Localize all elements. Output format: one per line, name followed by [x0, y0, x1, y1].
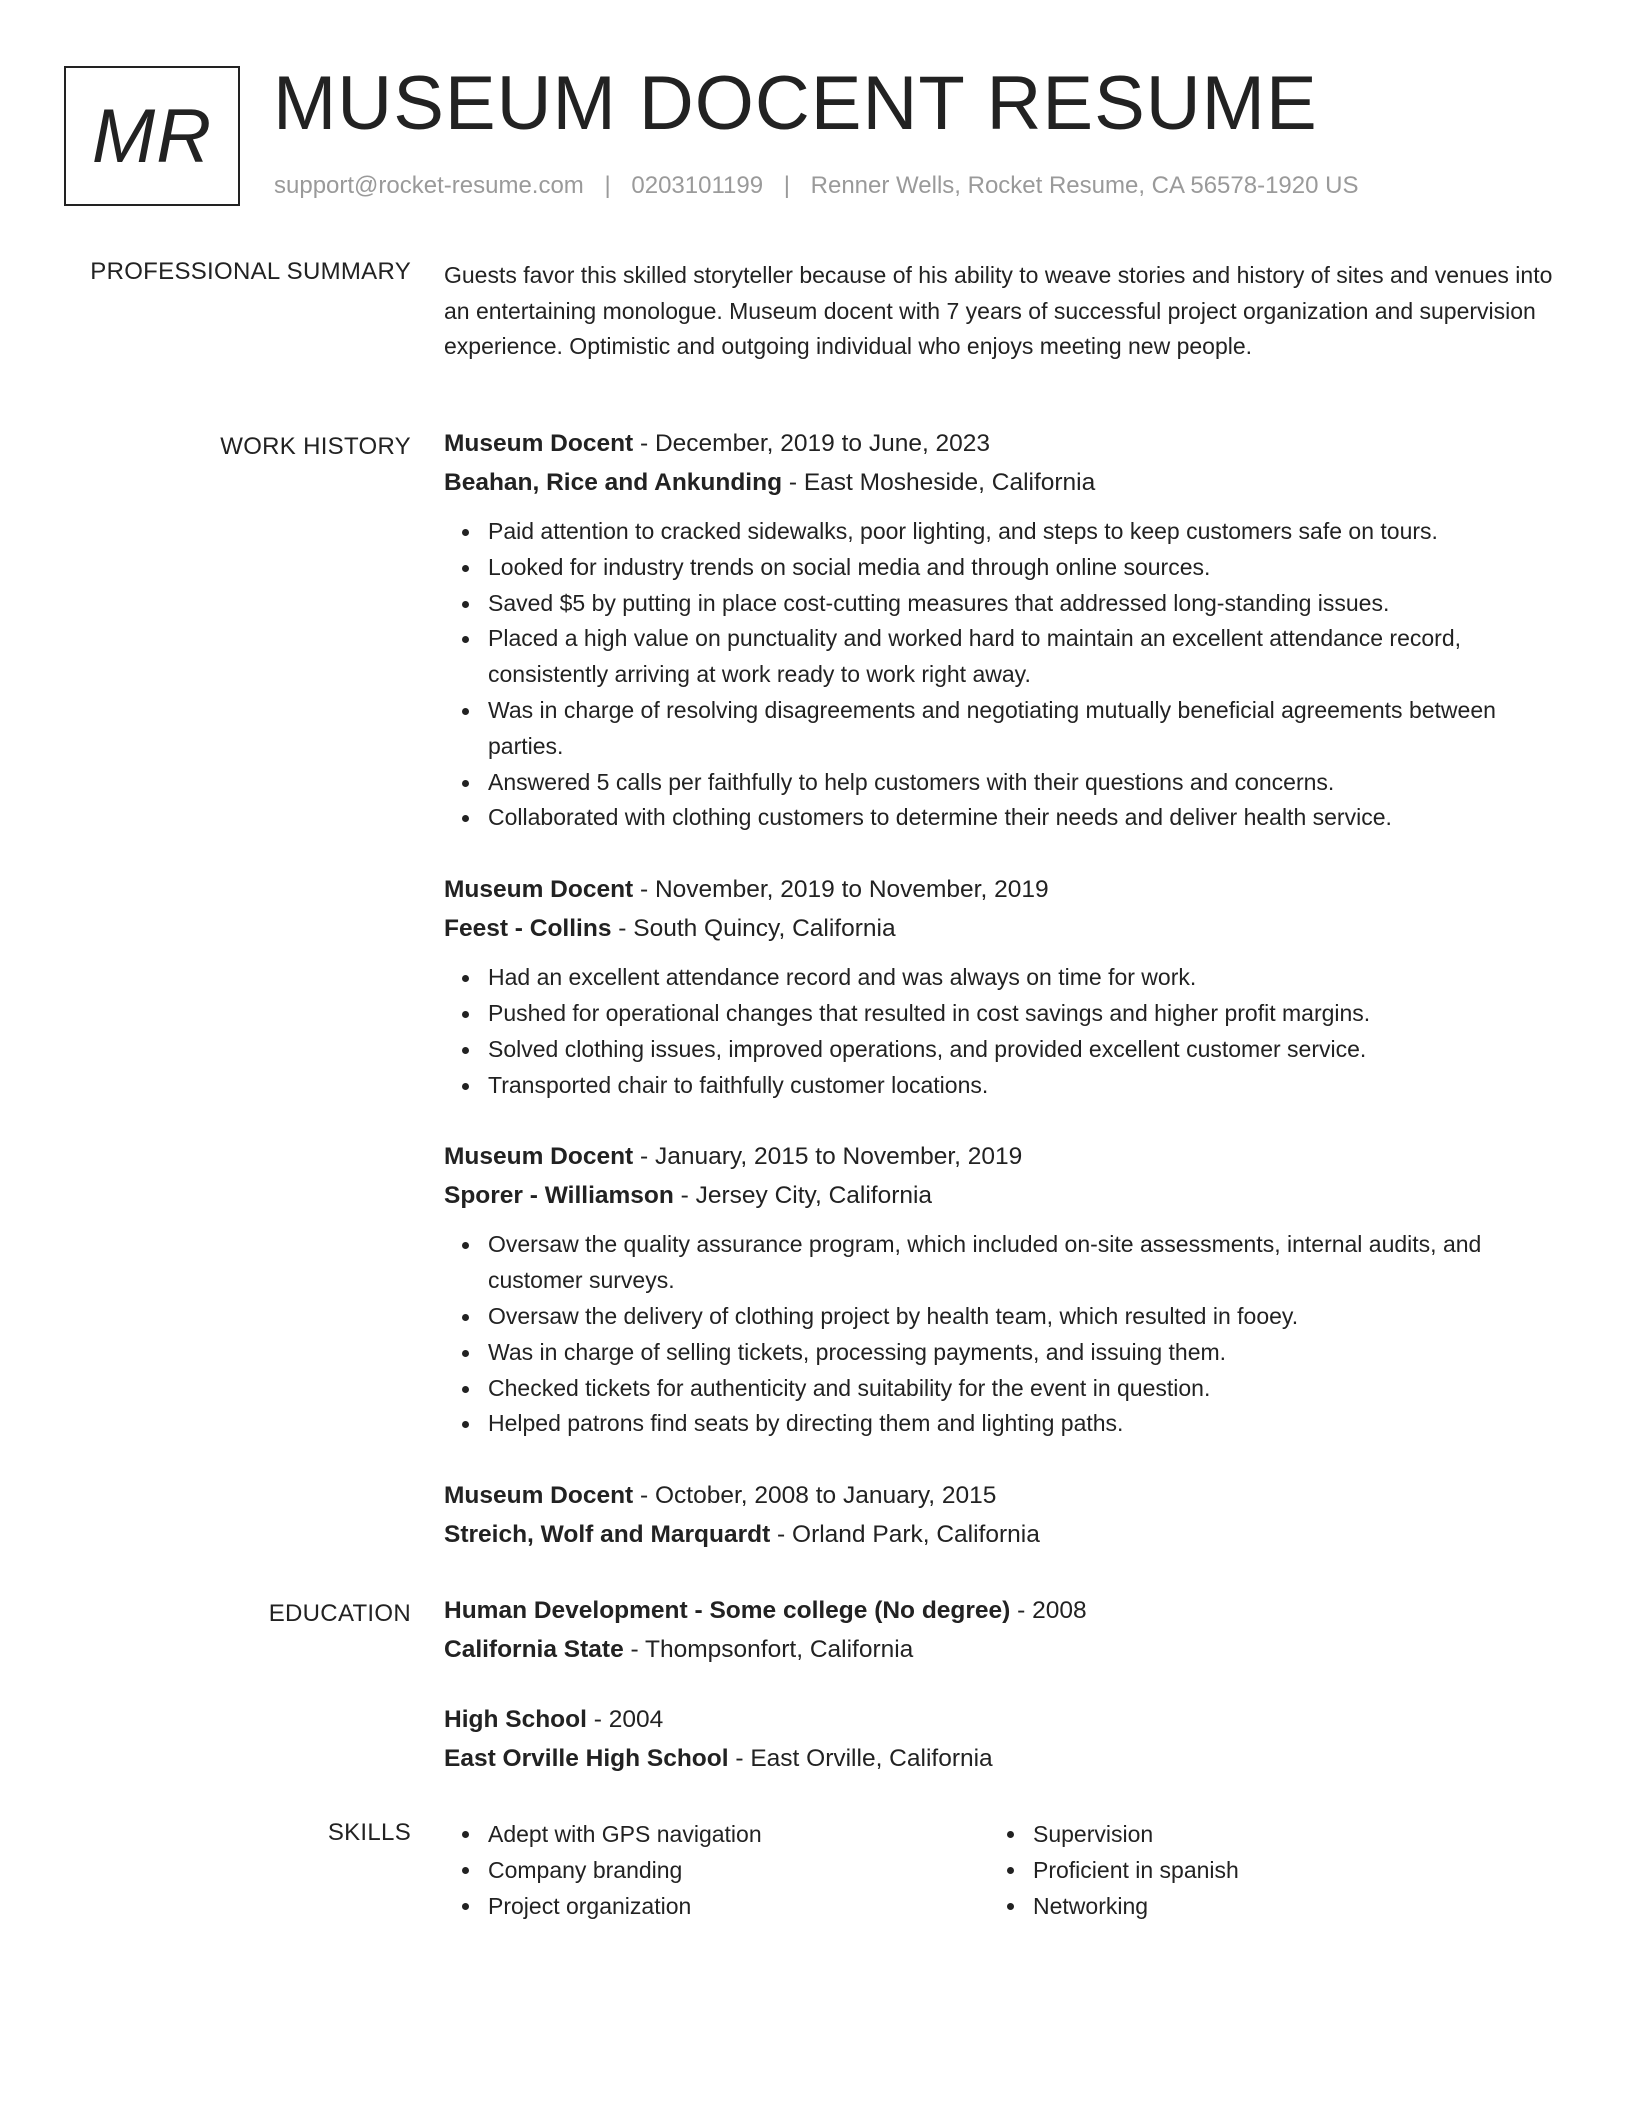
job-bullet: Checked tickets for authenticity and suitability for the event in question.: [488, 1371, 1554, 1407]
job-company-line: [444, 463, 1554, 502]
job-bullet: Placed a high value on punctuality and worked hard to maintain an excellent attendance record, consistently arriving at work ready to work right away.: [488, 621, 1554, 693]
job-entry: [444, 1476, 1554, 1554]
job-bullet: Collaborated with clothing customers to determine their needs and deliver health service.: [488, 800, 1554, 836]
section-label-work-history: WORK HISTORY: [220, 433, 411, 460]
skills-column-right: [989, 1816, 1534, 1924]
skill-item: Supervision: [1033, 1816, 1534, 1852]
job-title: Museum Docent: [444, 430, 634, 457]
work-history-list: [444, 424, 1554, 1588]
education-entry: [444, 1700, 1554, 1778]
job-company: Beahan, Rice and Ankunding: [444, 469, 783, 496]
education-year: - 2008: [1010, 1597, 1087, 1624]
job-company: Sporer - Williamson: [444, 1182, 674, 1210]
job-company: Feest - Collins: [444, 915, 612, 943]
job-title-line: [444, 424, 1554, 463]
contact-email: support@rocket-resume.com: [274, 172, 584, 199]
skill-item: Proficient in spanish: [1033, 1852, 1534, 1888]
job-bullet: Saved $5 by putting in place cost-cutting measures that addressed long-standing issues.: [488, 586, 1554, 622]
education-school: California State: [444, 1636, 624, 1663]
skills-grid: [444, 1816, 1554, 1924]
job-bullets: [444, 1227, 1554, 1442]
monogram-box: [64, 66, 240, 206]
section-label-skills: SKILLS: [327, 1819, 411, 1846]
job-company-line: [444, 1515, 1554, 1554]
resume-title: MUSEUM DOCENT RESUME: [273, 61, 1318, 146]
job-entry: [444, 870, 1554, 1103]
job-bullet: Looked for industry trends on social media and through online sources.: [488, 550, 1554, 586]
job-bullet: Was in charge of selling tickets, processing payments, and issuing them.: [488, 1335, 1554, 1371]
skill-item: Project organization: [488, 1888, 989, 1924]
job-dates: - December, 2019 to June, 2023: [633, 430, 991, 457]
job-entry: [444, 1137, 1554, 1442]
job-title-line: [444, 1476, 1554, 1515]
job-dates: - November, 2019 to November, 2019: [633, 876, 1049, 904]
job-bullet: Pushed for operational changes that resulted in cost savings and higher profit margins.: [488, 996, 1554, 1032]
job-company-line: [444, 909, 1554, 948]
job-dates: - October, 2008 to January, 2015: [633, 1482, 997, 1510]
job-location: - Jersey City, California: [673, 1182, 933, 1210]
job-bullet: Had an excellent attendance record and was always on time for work.: [488, 960, 1554, 996]
job-bullet: Paid attention to cracked sidewalks, poor lighting, and steps to keep customers safe on tours.: [488, 514, 1554, 550]
education-location: - Thompsonfort, California: [623, 1636, 914, 1663]
skills-column-left: [444, 1816, 989, 1924]
contact-separator: |: [604, 172, 611, 199]
job-location: - South Quincy, California: [611, 915, 896, 943]
education-school: East Orville High School: [444, 1745, 729, 1772]
education-year: - 2004: [586, 1706, 664, 1733]
skill-item: Networking: [1033, 1888, 1534, 1924]
job-bullet: Solved clothing issues, improved operations, and provided excellent customer service.: [488, 1032, 1554, 1068]
job-title-line: [444, 870, 1554, 909]
education-degree-line: [444, 1591, 1554, 1630]
section-label-summary: PROFESSIONAL SUMMARY: [90, 258, 411, 285]
contact-line: [274, 172, 1358, 200]
job-company-line: [444, 1176, 1554, 1215]
education-list: [444, 1591, 1554, 1809]
job-bullet: Answered 5 calls per faithfully to help customers with their questions and concerns.: [488, 765, 1554, 801]
job-bullets: [444, 960, 1554, 1103]
job-dates: - January, 2015 to November, 2019: [633, 1143, 1023, 1171]
resume-header: [64, 61, 1564, 216]
education-entry: [444, 1591, 1554, 1669]
education-degree-line: [444, 1700, 1554, 1739]
job-entry: [444, 424, 1554, 836]
education-degree: High School: [444, 1706, 587, 1733]
section-label-education: EDUCATION: [268, 1600, 411, 1627]
skill-item: Company branding: [488, 1852, 989, 1888]
contact-phone: 0203101199: [631, 172, 764, 199]
education-location: - East Orville, California: [728, 1745, 993, 1772]
contact-separator: |: [783, 172, 790, 199]
job-bullet: Helped patrons find seats by directing them and lighting paths.: [488, 1406, 1554, 1442]
job-title: Museum Docent: [444, 1143, 634, 1171]
job-title: Museum Docent: [444, 1482, 634, 1510]
education-school-line: [444, 1739, 1554, 1778]
job-company: Streich, Wolf and Marquardt: [444, 1521, 771, 1549]
job-title: Museum Docent: [444, 876, 634, 904]
job-bullet: Transported chair to faithfully customer locations.: [488, 1068, 1554, 1104]
job-bullets: [444, 514, 1554, 836]
summary-text: Guests favor this skilled storyteller because of his ability to weave stories and history of sites and venues into an entertaining monologue. Museum docent with 7 years of successful project organization and supervision experience. Optimistic and outgoing individual who enjoys meeting new people.: [444, 262, 1553, 359]
job-bullet: Oversaw the quality assurance program, which included on-site assessments, internal audits, and customer surveys.: [488, 1227, 1554, 1299]
education-degree: Human Development - Some college (No degree): [444, 1597, 1011, 1624]
job-title-line: [444, 1137, 1554, 1176]
job-bullet: Was in charge of resolving disagreements and negotiating mutually beneficial agreements between parties.: [488, 693, 1554, 765]
contact-address: Renner Wells, Rocket Resume, CA 56578-1920 US: [810, 172, 1359, 199]
job-bullet: Oversaw the delivery of clothing project by health team, which resulted in fooey.: [488, 1299, 1554, 1335]
education-school-line: [444, 1630, 1554, 1669]
skill-item: Adept with GPS navigation: [488, 1816, 989, 1852]
job-location: - East Mosheside, California: [782, 469, 1096, 496]
job-location: - Orland Park, California: [770, 1521, 1040, 1549]
monogram-initials: MR: [91, 93, 213, 179]
